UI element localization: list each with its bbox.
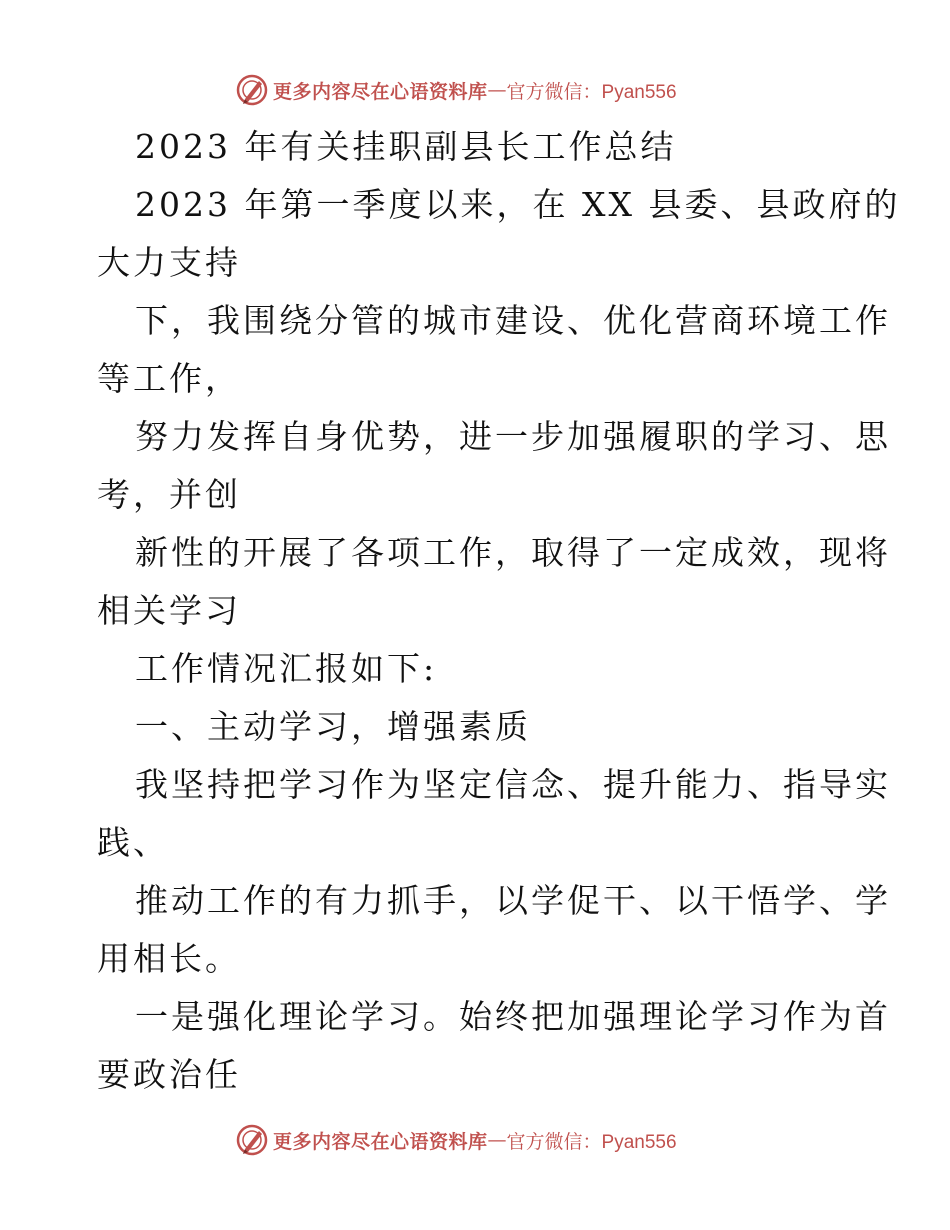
document-body [97, 118, 901, 1104]
footer-watermark [0, 1120, 950, 1160]
paragraph-line: 我坚持把学习作为坚定信念、提升能力、指导实 [135, 765, 891, 804]
paragraph-line: 下，我围绕分管的城市建设、优化营商环境工作 [135, 301, 891, 340]
watermark-separator: — [487, 79, 507, 101]
paragraph-line: 一是强化理论学习。始终把加强理论学习作为首 [135, 997, 891, 1036]
paragraph-line: 等工作， [97, 359, 241, 398]
pen-logo-icon [235, 1123, 269, 1157]
paragraph-line: 2023 年第一季度以来，在 XX 县委、县政府的 [135, 185, 901, 224]
watermark-text: 更多内容尽在心语资料库 [273, 80, 488, 103]
header-watermark [0, 70, 950, 110]
pen-logo-icon [235, 73, 269, 107]
paragraph-line: 大力支持 [97, 243, 241, 282]
paragraph-line: 努力发挥自身优势，进一步加强履职的学习、思 [135, 417, 891, 456]
document-title: 2023 年有关挂职副县长工作总结 [135, 127, 677, 166]
paragraph-line: 新性的开展了各项工作，取得了一定成效，现将 [135, 533, 891, 572]
paragraph-line: 相关学习 [97, 591, 241, 630]
watermark-contact: 官方微信：Pyan556 [506, 1131, 677, 1153]
section-heading: 一、主动学习，增强素质 [135, 707, 531, 746]
paragraph-line: 工作情况汇报如下: [135, 649, 438, 688]
paragraph-line: 推动工作的有力抓手，以学促干、以干悟学、学 [135, 881, 891, 920]
paragraph-line: 考，并创 [97, 475, 241, 514]
paragraph-line: 要政治任 [97, 1055, 241, 1094]
paragraph-line: 用相长。 [97, 939, 241, 978]
watermark-contact: 官方微信：Pyan556 [506, 81, 677, 103]
paragraph-line: 践、 [97, 823, 169, 862]
watermark-separator: — [487, 1129, 507, 1151]
watermark-text: 更多内容尽在心语资料库 [273, 1130, 488, 1153]
